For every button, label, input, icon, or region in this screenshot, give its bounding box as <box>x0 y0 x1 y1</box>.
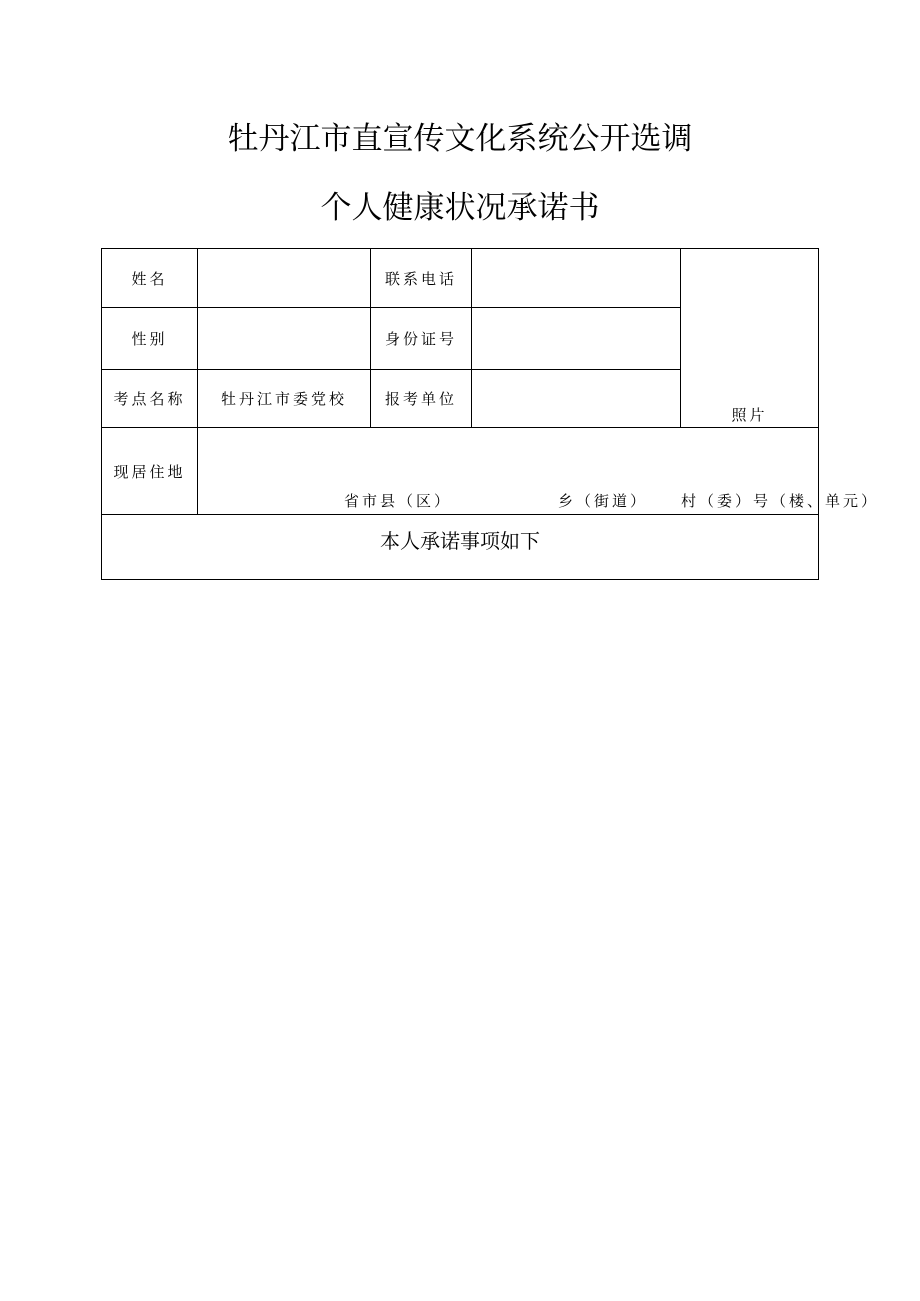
document-title-line-1: 牡丹江市直宣传文化系统公开选调 <box>227 121 693 157</box>
exam-site-label: 考点名称 <box>101 369 198 428</box>
name-label: 姓名 <box>101 248 198 308</box>
gender-field[interactable] <box>197 307 371 370</box>
photo-label: 照片 <box>731 406 768 424</box>
gender-label: 性别 <box>101 307 198 370</box>
address-township: 乡（街道） <box>558 492 649 510</box>
address-label: 现居住地 <box>101 427 198 515</box>
photo-box[interactable] <box>680 248 819 428</box>
id-number-label: 身份证号 <box>370 307 472 370</box>
address-village: 村（委）号（楼、单元） <box>681 492 880 510</box>
phone-label: 联系电话 <box>370 248 472 308</box>
exam-site-value: 牡丹江市委党校 <box>197 369 371 428</box>
id-number-field[interactable] <box>471 307 681 370</box>
name-field[interactable] <box>197 248 371 308</box>
address-field[interactable] <box>197 427 880 515</box>
address-province-county: 省市县（区） <box>344 492 453 510</box>
commitment-heading: 本人承诺事项如下 <box>101 514 819 580</box>
health-commitment-form <box>101 248 880 580</box>
phone-field[interactable] <box>471 248 681 308</box>
document-title-line-2: 个人健康状况承诺书 <box>320 190 600 226</box>
applied-unit-label: 报考单位 <box>370 369 472 428</box>
applied-unit-field[interactable] <box>471 369 681 428</box>
